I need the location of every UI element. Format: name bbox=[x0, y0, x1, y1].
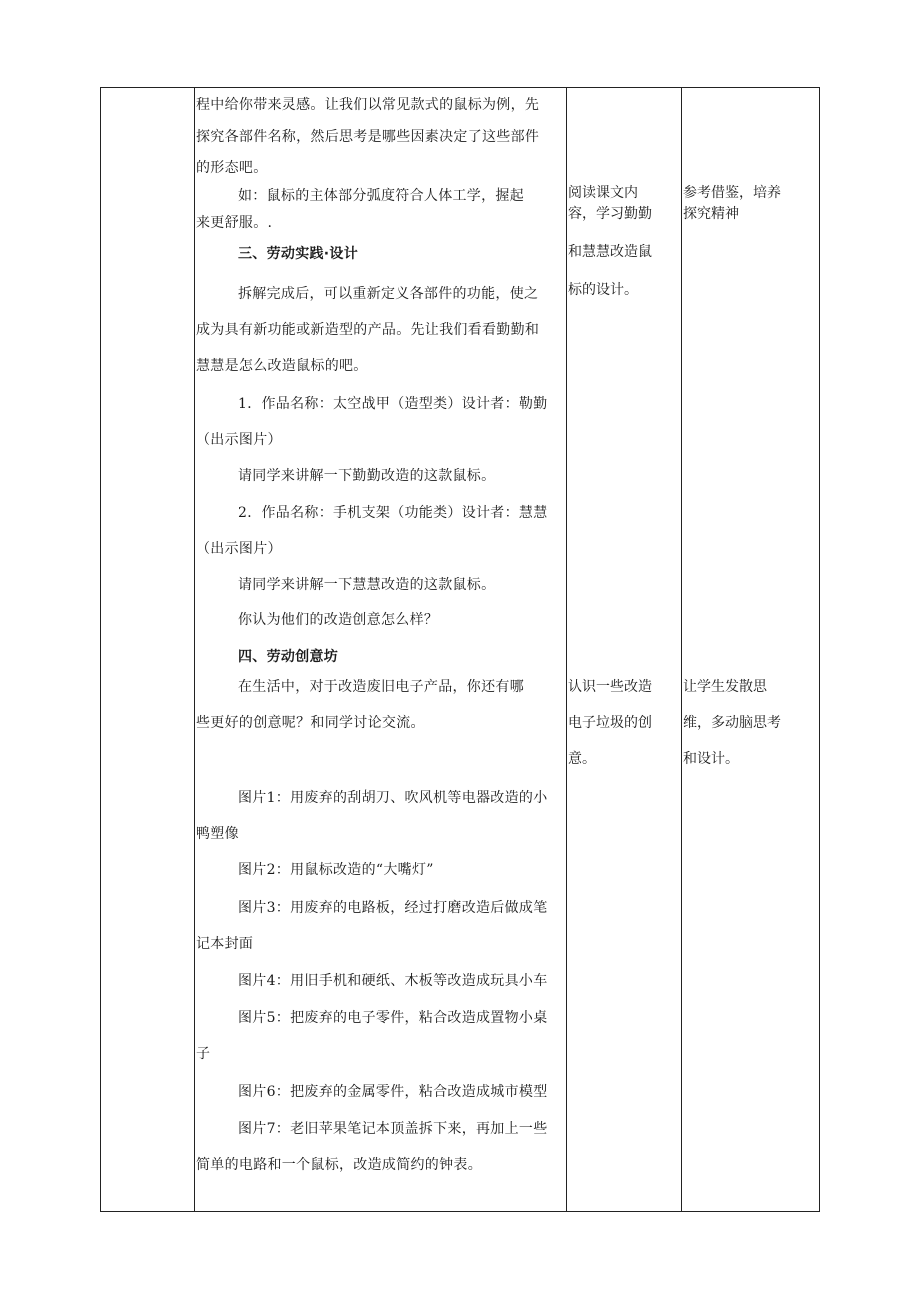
picture-item-line: 图片5：把废弃的电子零件，粘合改造成置物小桌 bbox=[238, 1010, 548, 1026]
paragraph-line: 在生活中，对于改造废旧电子产品，你还有哪 bbox=[238, 679, 524, 695]
student-activity-line: 容，学习勤勤 bbox=[568, 206, 652, 222]
picture-item-line: 图片6：把废弃的金属零件，粘合改造成城市模型 bbox=[238, 1084, 548, 1100]
intro-line: 的形态吧。 bbox=[196, 160, 268, 176]
work-item-line: （出示图片） bbox=[196, 541, 282, 557]
paragraph-line: 拆解完成后，可以重新定义各部件的功能，使之 bbox=[238, 286, 539, 302]
paragraph-line: 成为具有新功能或新造型的产品。先让我们看看勤勤和 bbox=[196, 322, 540, 338]
column-divider bbox=[681, 88, 682, 1211]
column-divider bbox=[566, 88, 567, 1211]
prompt-line: 请同学来讲解一下慧慧改造的这款鼠标。 bbox=[238, 577, 496, 593]
example-line: 如：鼠标的主体部分弧度符合人体工学，握起 bbox=[238, 188, 524, 204]
lesson-plan-table bbox=[100, 87, 820, 1212]
picture-item-line: 图片1：用废弃的刮胡刀、吹风机等电器改造的小 bbox=[238, 790, 548, 806]
prompt-line: 请同学来讲解一下勤勤改造的这款鼠标。 bbox=[238, 468, 496, 484]
teaching-content-cell bbox=[196, 88, 564, 1211]
student-activity-line: 电子垃圾的创 bbox=[568, 715, 652, 731]
picture-item-line: 图片7：老旧苹果笔记本顶盖拆下来，再加上一些 bbox=[238, 1121, 548, 1137]
work-item-line: 1．作品名称：太空战甲（造型类）设计者：勒勤 bbox=[238, 396, 548, 412]
student-activity-line: 阅读课文内 bbox=[568, 185, 638, 201]
intro-line: 程中给你带来灵感。让我们以常见款式的鼠标为例，先 bbox=[196, 97, 540, 113]
student-activity-cell bbox=[568, 88, 680, 1211]
design-intent-line: 和设计。 bbox=[683, 751, 739, 767]
section-heading: 三、劳动实践·设计 bbox=[238, 246, 359, 262]
student-activity-line: 认识一些改造 bbox=[568, 679, 652, 695]
design-intent-line: 让学生发散思 bbox=[683, 679, 767, 695]
design-intent-line: 维，多动脑思考 bbox=[683, 715, 781, 731]
design-intent-cell bbox=[683, 88, 819, 1211]
student-activity-line: 意。 bbox=[568, 751, 596, 767]
picture-item-line: 子 bbox=[196, 1046, 211, 1062]
example-line: 来更舒服。. bbox=[196, 215, 273, 231]
design-intent-line: 探究精神 bbox=[683, 206, 739, 222]
picture-item-line: 记本封面 bbox=[196, 936, 254, 952]
student-activity-line: 和慧慧改造鼠 bbox=[568, 244, 652, 260]
stage-cell bbox=[101, 88, 194, 1211]
column-divider bbox=[194, 88, 195, 1211]
picture-item-line: 图片3：用废弃的电路板，经过打磨改造后做成笔 bbox=[238, 900, 548, 916]
paragraph-line: 慧慧是怎么改造鼠标的吧。 bbox=[196, 358, 368, 374]
picture-item-line: 图片4：用旧手机和硬纸、木板等改造成玩具小车 bbox=[238, 973, 548, 989]
question-line: 你认为他们的改造创意怎么样？ bbox=[238, 612, 439, 628]
student-activity-line: 标的设计。 bbox=[568, 282, 638, 298]
section-heading: 四、劳动创意坊 bbox=[238, 649, 339, 665]
picture-item-line: 图片2：用鼠标改造的“大嘴灯” bbox=[238, 862, 434, 878]
intro-line: 探究各部件名称，然后思考是哪些因素决定了这些部件 bbox=[196, 129, 540, 145]
paragraph-line: 些更好的创意呢？和同学讨论交流。 bbox=[196, 715, 425, 731]
work-item-line: （出示图片） bbox=[196, 432, 282, 448]
picture-item-line: 简单的电路和一个鼠标，改造成简约的钟表。 bbox=[196, 1157, 482, 1173]
design-intent-line: 参考借鉴，培养 bbox=[683, 185, 781, 201]
work-item-line: 2．作品名称：手机支架（功能类）设计者：慧慧 bbox=[238, 505, 548, 521]
picture-item-line: 鸭塑像 bbox=[196, 826, 239, 842]
